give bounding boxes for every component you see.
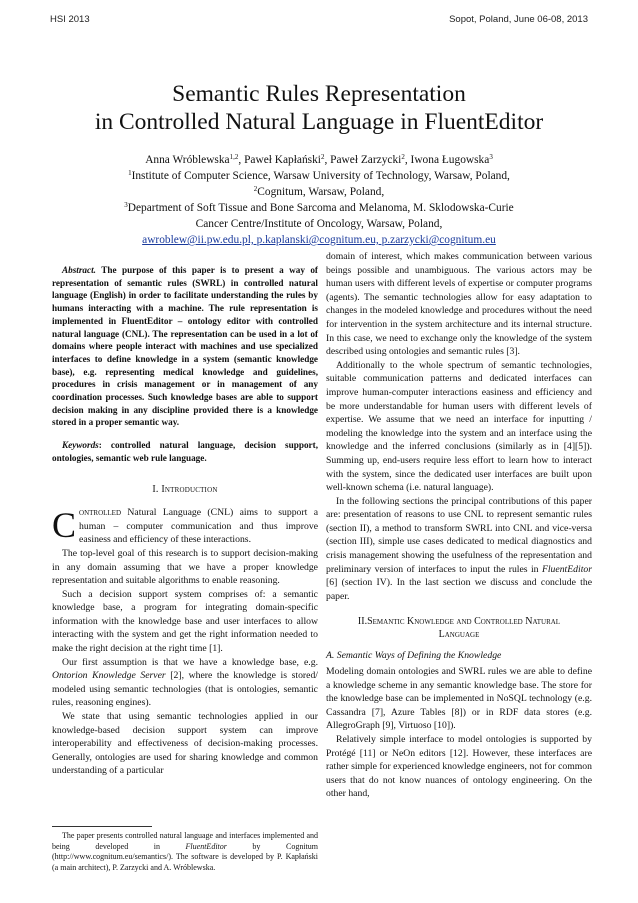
left-column: [52, 250, 318, 778]
affiliation-3: [40, 200, 598, 216]
section-title: Introduction: [161, 483, 218, 495]
footnote: [52, 826, 318, 873]
affil-sup: 1: [128, 169, 132, 177]
right-paragraph-5: Relatively simple interface to model ontologies is supported by Protégé [11] or NeOn editors [12]. However, these interfaces are rather simple for experienced knowledge engineers, not for common users that do not know nuances of ontology engineering. On the other hand,: [326, 734, 592, 800]
author-emails[interactable]: awroblew@ii.pw.edu.pl, p.kaplanski@cognitum.eu, p.zarzycki@cognitum.eu: [142, 234, 496, 246]
author-sup: 2: [320, 153, 325, 161]
affil-text: Cognitum, Warsaw, Poland,: [257, 186, 385, 198]
abstract: [52, 264, 318, 429]
right-paragraph-2: Additionally to the whole spectrum of semantic technologies, suitable communication patterns and dedicated interfaces can improve human-computer interactions easiness and efficiency and be more understandable for human users with different levels of expertise. We assume that we need an interface for inputting / modeling the knowledge into the system and an interface using the knowledge and the inferred conclusions (similarly as in [4][5]). Summing up, end-users require less effort to learn how to interact with the system, since the dedicated user interfaces are built upon well-known schema (i.e. natural language).: [326, 359, 592, 494]
affil-text: Institute of Computer Science, Warsaw University of Technology, Warsaw, Poland,: [131, 170, 510, 182]
footnote-emphasis: FluentEditor: [185, 841, 227, 851]
paper-title: [40, 80, 598, 136]
affiliation-2: [40, 184, 598, 200]
keywords-label: Keywords: [62, 440, 99, 451]
affiliation-1: [40, 168, 598, 184]
abstract-text: The purpose of this paper is to present a way of representation of semantic rules (SWRL) in controlled natural language (English) in order to facilitate understanding the rules by humans interacting with a machine. The rule representation is implemented in FluentEditor – ontology editor with controlled natural language (CNL). The representation can be used in a lot of domains where people interact with machines and use specialized interfaces to define knowledge in a system (semantic knowledge base), e.g. representing medical knowledge and guidelines, procedures in crisis management or in management of any coordination processes. Such knowledge bases are able to support decision making in any discipline provided there is a knowledge stored in a proper semantic way.: [52, 265, 318, 428]
keywords: [52, 439, 318, 464]
paragraph-text: In the following sections the principal contributions of this paper are: presentation of reasons to use CNL to represent semantic rules (section II), a method to transform SWRL into CNL and vice-versa (section III), simple use cases dedicated to medical diagnostics and crisis management showing the usefulness of the representation and preliminary version of interfaces to input the rules in: [326, 495, 592, 575]
footnote-part: by Cognitum (http://www.cognitum.eu/semantics/). The software is developed by P. Kapłański (a main architect), P. Zarzycki and A. Wróblewska.: [52, 841, 318, 872]
intro-paragraph-5: We state that using semantic technologies applied in our knowledge-based decision support system can improve interoperability and effectiveness of decision-making processes. Generally, ontologies are used for sharing knowledge and common understanding of a particular: [52, 711, 318, 777]
section-1-heading: [52, 483, 318, 497]
intro-paragraph-2: The top-level goal of this research is to support decision-making in any domain assuming that we have a proper knowledge representation and suitable algorithms to enable reasoning.: [52, 547, 318, 587]
title-line-2: in Controlled Natural Language in FluentEditor: [94, 109, 544, 135]
keywords-text: : controlled natural language, decision support, ontologies, semantic web rule language.: [52, 440, 318, 463]
right-paragraph-4: Modeling domain ontologies and SWRL rules we are able to define a knowledge scheme in any semantic knowledge base. The store for the knowledge base can be implemented in NoSQL technology (e.g. Cassandra [7], Azure Tables [8]) or in RDF data stores (e.g. AllegroGraph [9], Virtuoso [10]).: [326, 666, 592, 732]
author-name: Anna Wróblewska: [145, 154, 230, 166]
affil-sup: 2: [253, 185, 258, 193]
footnote-part: The paper presents controlled natural language and interfaces implemented and being developed in: [52, 831, 318, 851]
author-name: Paweł Kapłański: [244, 154, 321, 166]
right-paragraph-3: [326, 495, 592, 604]
section-2-heading: [326, 615, 592, 641]
affiliation-3-cont: Cancer Centre/Institute of Oncology, Warsaw, Poland,: [195, 218, 443, 230]
right-paragraph-1: domain of interest, which makes communication between various beings possible and unambiguous. The various actors may be human users with different levels of expertise or computer programs (agents). The semantic technologies allow for easy adaptation to changes in the modeled knowledge and procedures without the need for intervention in the system architecture and its internal structure. In this case, we need to exchange only the knowledge of the system described using ontologies and semantic rules [3].: [326, 251, 592, 358]
section-2-title-line-1: II.Semantic Knowledge and Controlled Natural: [357, 616, 561, 628]
intro-paragraph-3: Such a decision support system comprises of: a semantic knowledge base, a program for integrating domain-specific information with the knowledge base and user interfaces to allow interacting with the system and get the right information needed to make the right decision at the right time [1].: [52, 588, 318, 655]
running-header-left: HSI 2013: [50, 14, 90, 25]
paragraph-text: Our first assumption is that we have a knowledge base, e.g.: [62, 656, 318, 668]
emphasis: Ontorion Knowledge Server: [52, 670, 166, 682]
affil-text: Department of Soft Tissue and Bone Sarcoma and Melanoma, M. Sklodowska-Curie: [127, 202, 514, 214]
subsection-a-heading: A. Semantic Ways of Defining the Knowledge: [326, 650, 502, 662]
author-sup: 1,2: [229, 153, 239, 161]
footnote-text: [52, 831, 318, 873]
footnote-rule: [52, 826, 152, 827]
author-sup: 2: [401, 153, 405, 161]
author-name: Iwona Ługowska: [410, 154, 490, 166]
author-names: Anna Wróblewska$^{1,2}$, Paweł Kapłański$^2$, Paweł Zarzycki$^2$, Iwona Ługowska$^3$: [145, 153, 493, 166]
right-column: [326, 250, 592, 801]
drop-cap: C: [52, 505, 77, 546]
affil-sup: 3: [124, 201, 128, 209]
intro-paragraph-1: [52, 506, 318, 547]
emphasis: FluentEditor: [541, 563, 592, 575]
paragraph-text: [6] (section IV). In the last section we discuss and conclude the paper.: [326, 577, 592, 602]
paragraph-text: [2], where the knowledge is stored/ modeled using semantic technologies (that is ontologies, semantic rules, reasoning engines).: [52, 670, 318, 709]
section-number: I.: [152, 483, 159, 495]
intro-paragraph-4: [52, 656, 318, 710]
section-2-title-line-2: Language: [438, 629, 480, 641]
running-header-right: Sopot, Poland, June 06-08, 2013: [449, 14, 588, 25]
paragraph-text: Natural Language (CNL) aims to support a human – computer communication and thus improve easiness and efficiency of these interactions.: [79, 507, 318, 546]
author-name: Paweł Zarzycki: [330, 154, 402, 166]
abstract-label: Abstract.: [62, 265, 96, 275]
author-block: [40, 152, 598, 248]
author-sup: 3: [489, 153, 493, 161]
first-word: ontrolled: [79, 507, 122, 519]
title-line-1: Semantic Rules Representation: [172, 81, 466, 107]
